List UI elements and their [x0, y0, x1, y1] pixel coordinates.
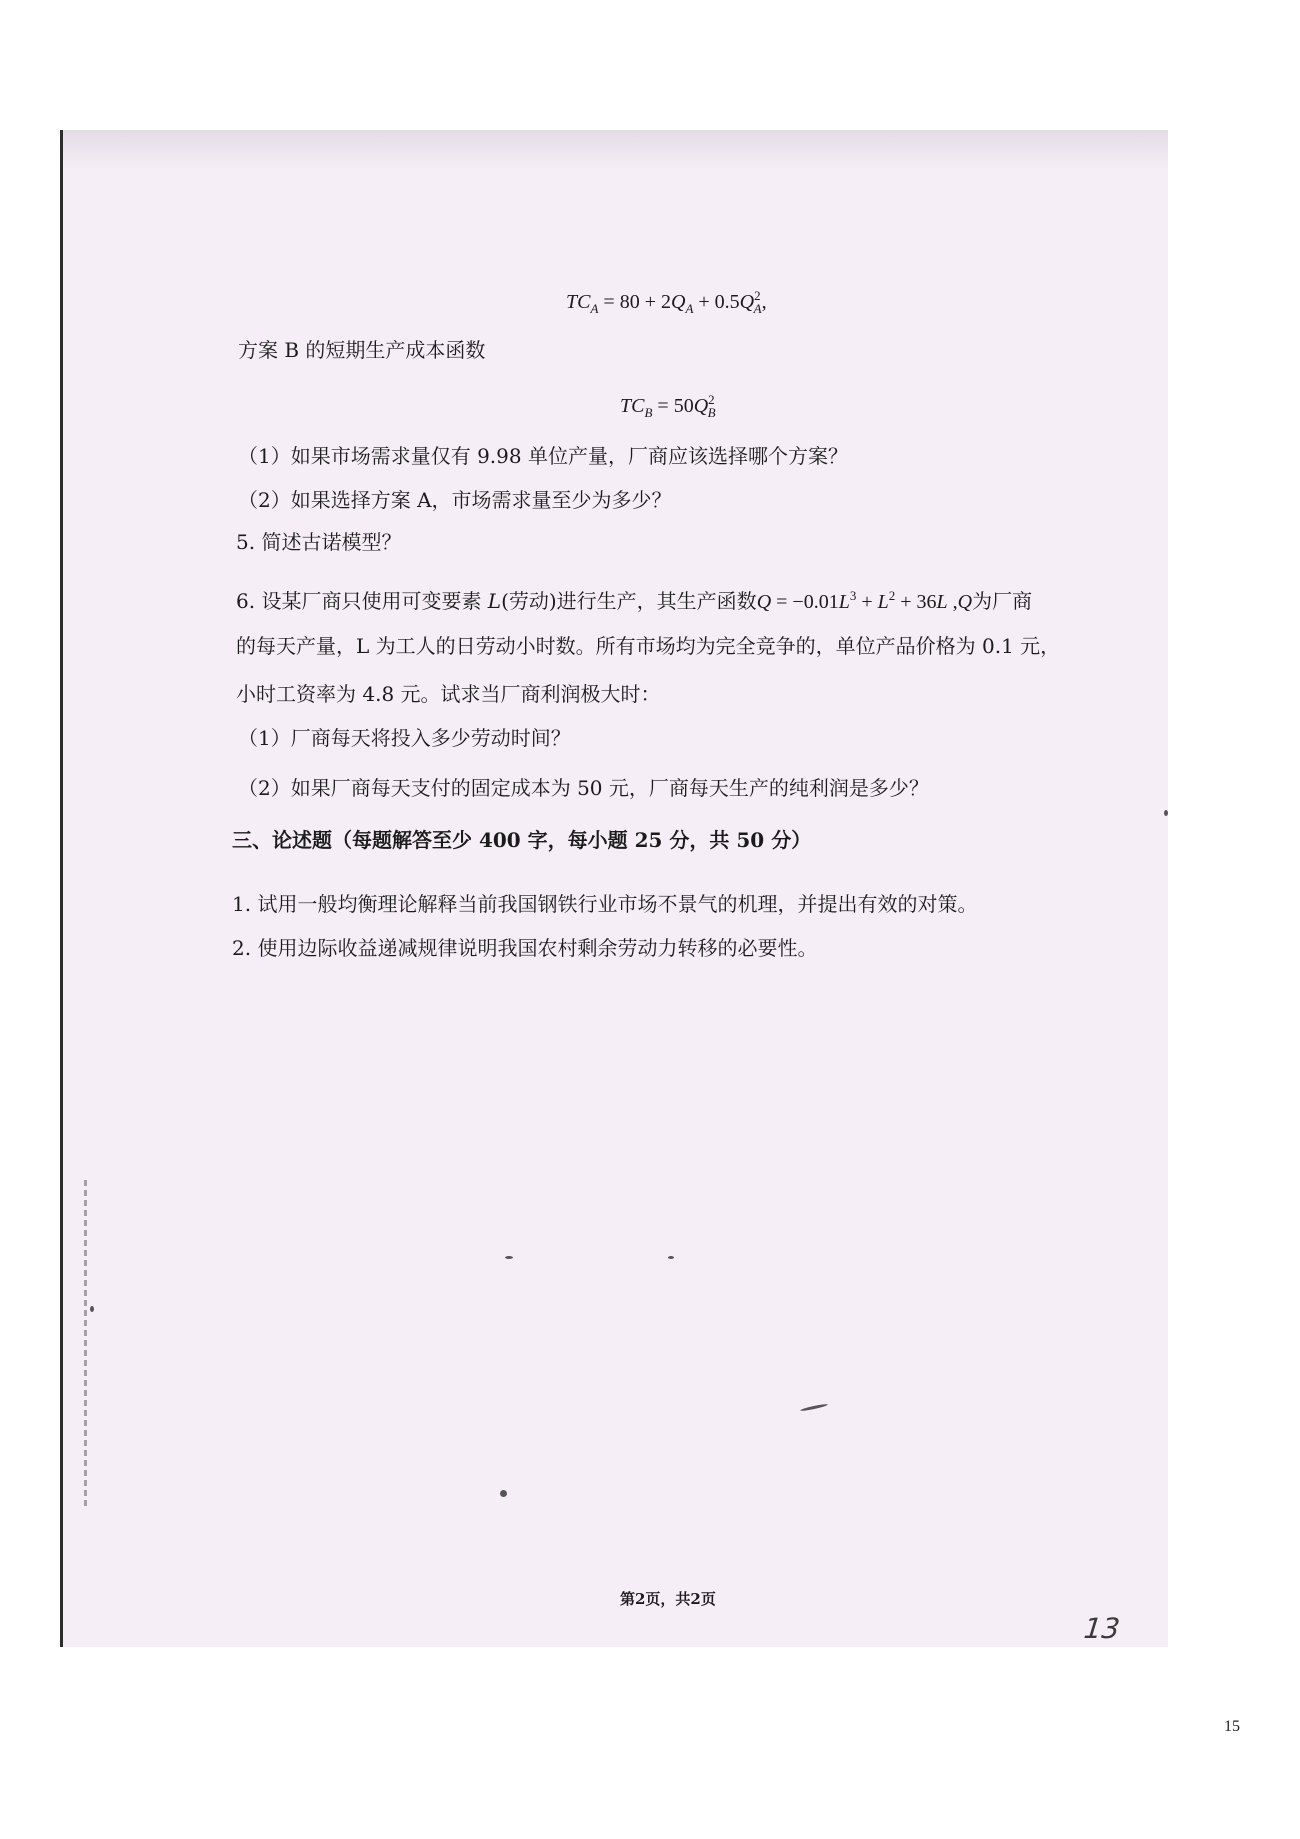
production-function: $Q = -0.01L^3 + L^2 + 36L$ ,Q — [756, 588, 973, 613]
page-number: 15 — [1224, 1718, 1240, 1735]
question-6-line-2: 的每天产量，L 为工人的日劳动小时数。所有市场均为完全竞争的，单位产品价格为 0.1 元， — [236, 634, 1061, 658]
scan-edge-artifact — [84, 1180, 87, 1510]
formula-tc-b: $TC_B = 50Q^2_B$ — [620, 392, 716, 420]
scan-speck — [668, 1256, 674, 1259]
question-6-part-1: （1）厂商每天将投入多少劳动时间？ — [238, 726, 571, 750]
question-5: 5. 简述古诺模型？ — [236, 530, 402, 554]
page-footer: 第2页，共2页 — [620, 1590, 716, 1608]
scan-shadow — [63, 130, 1168, 170]
question-6-line-3: 小时工资率为 4.8 元。试求当厂商利润极大时： — [236, 682, 661, 706]
scan-speck — [90, 1306, 94, 1312]
handwritten-number: 13 — [1082, 1612, 1122, 1645]
formula-tc-a: $TC_A = 80 + 2Q_A + 0.5Q^2_A$, — [566, 288, 767, 316]
essay-question-2: 2. 使用边际收益递减规律说明我国农村剩余劳动力转移的必要性。 — [232, 936, 818, 960]
question-6-line-1: 6. 设某厂商只使用可变要素 L(劳动)进行生产，其生产函数$Q = -0.01L^3 + L^2 + 36L$ ,Q为厂商 — [236, 588, 1033, 613]
scan-speck — [500, 1490, 507, 1497]
scan-speck — [505, 1256, 513, 1259]
scanned-page — [60, 130, 1168, 1647]
question-6-part-2: （2）如果厂商每天支付的固定成本为 50 元，厂商每天生产的纯利润是多少？ — [238, 776, 929, 800]
scan-speck — [1164, 810, 1168, 816]
question-4-part-1: （1）如果市场需求量仅有 9.98 单位产量，厂商应该选择哪个方案？ — [238, 444, 848, 468]
plan-b-label: 方案 B 的短期生产成本函数 — [238, 338, 486, 362]
question-4-part-2: （2）如果选择方案 A，市场需求量至少为多少？ — [238, 488, 672, 512]
essay-question-1: 1. 试用一般均衡理论解释当前我国钢铁行业市场不景气的机理，并提出有效的对策。 — [232, 892, 978, 916]
section-3-title: 三、论述题（每题解答至少 400 字，每小题 25 分，共 50 分） — [232, 828, 812, 852]
